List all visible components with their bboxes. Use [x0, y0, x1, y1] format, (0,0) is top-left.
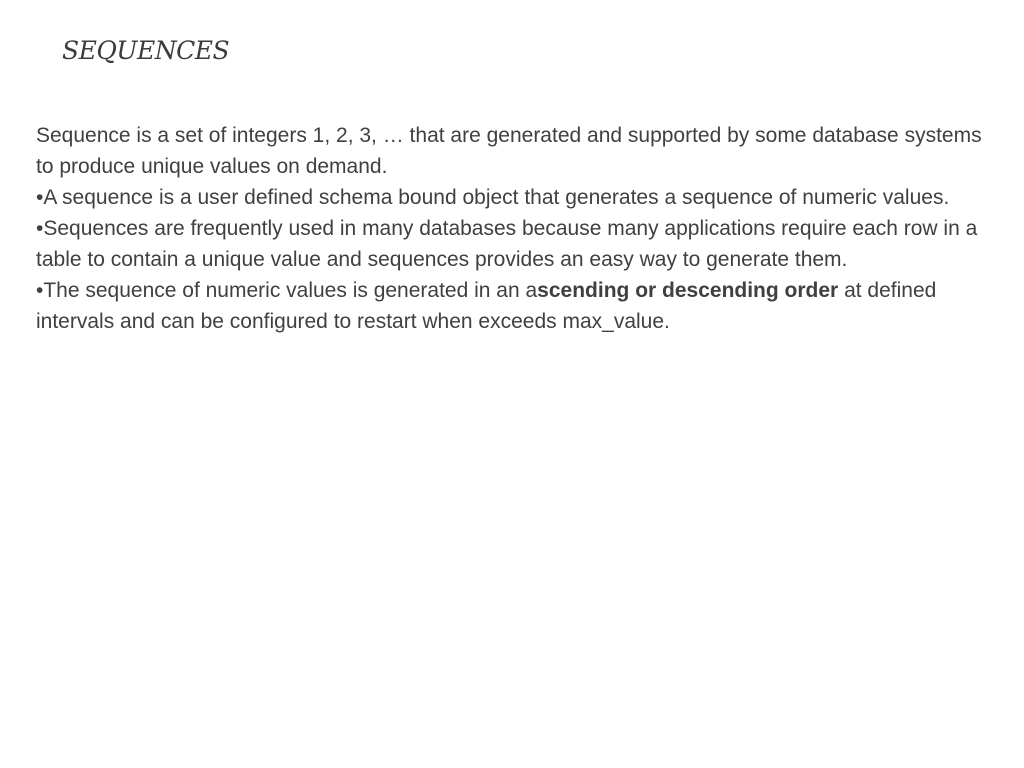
bullet-item: •A sequence is a user defined schema bound object that generates a sequence of numeric values.	[36, 186, 950, 209]
bullet-text: •The sequence of numeric values is generated in an a	[36, 279, 538, 302]
slide-title: SEQUENCES	[62, 36, 230, 65]
bullet-item: •Sequences are frequently used in many databases because many applications require each row in a table to contain a unique value and sequences provides an easy way to generate them.	[36, 217, 978, 271]
intro-paragraph: Sequence is a set of integers 1, 2, 3, … that are generated and supported by some database systems to produce unique values on demand.	[36, 124, 982, 178]
bullet-bold-text: scending or descending order	[537, 279, 839, 302]
bullet-text: at defined intervals and can be configured to restart when exceeds max_value.	[36, 279, 937, 333]
bullet-item	[36, 275, 1001, 337]
slide-body	[36, 120, 1001, 337]
